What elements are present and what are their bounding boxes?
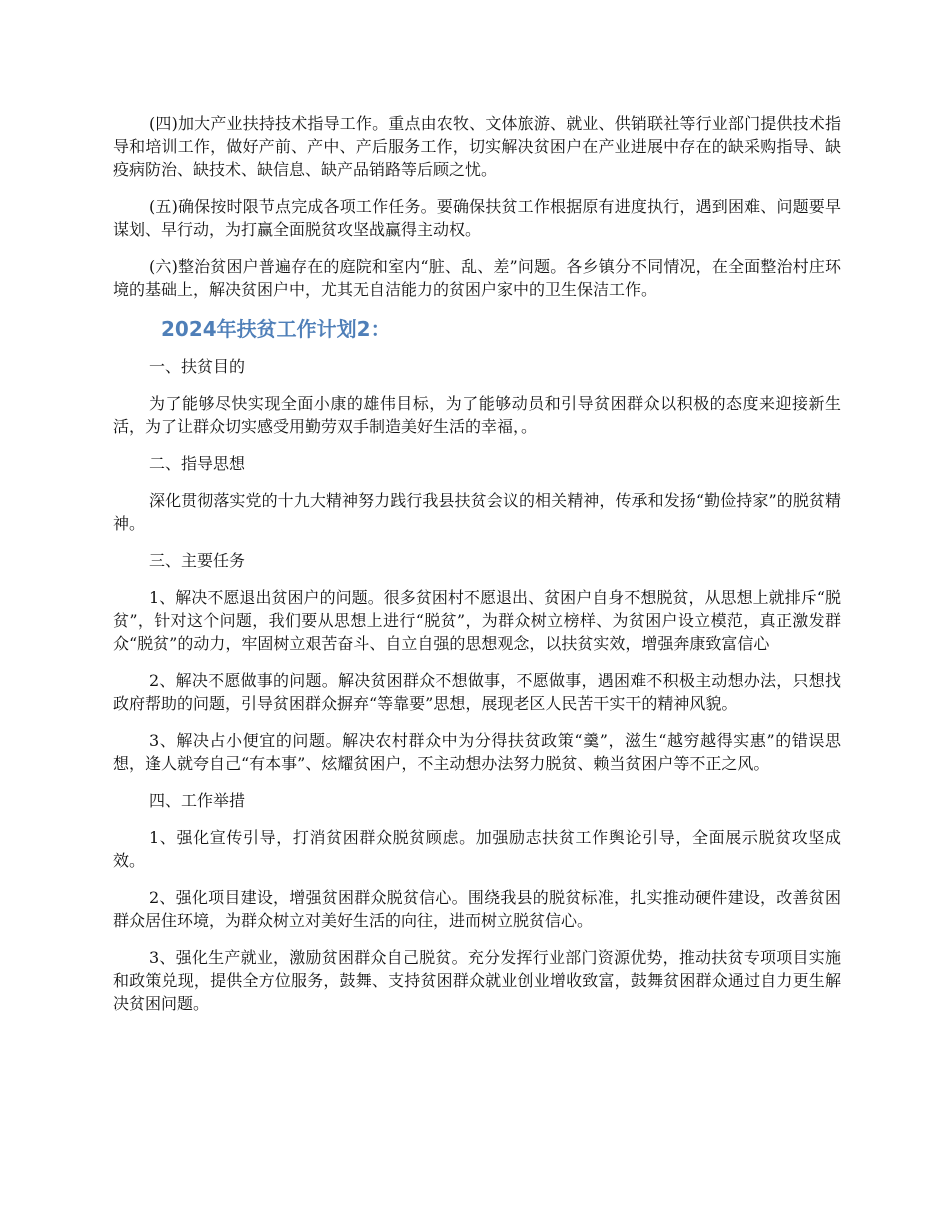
section-body-purpose: 为了能够尽快实现全面小康的雄伟目标，为了能够动员和引导贫困群众以积极的态度来迎接新生活，为了让群众切实感受用勤劳双手制造美好生活的幸福，。 (113, 394, 841, 436)
task-item-3: 3、解决占小便宜的问题。解决农村群众中为分得扶贫政策“羹”，滋生“越穷越得实惠”的错误思想，逢人就夸自己“有本事”、炫耀贫困户，不主动想办法努力脱贫、赖当贫困户等不正之风。 (113, 731, 841, 773)
paragraph-5: (五)确保按时限节点完成各项工作任务。要确保扶贫工作根据原有进度执行，遇到困难、问题要早谋划、早行动，为打赢全面脱贫攻坚战赢得主动权。 (113, 197, 841, 239)
measure-item-1: 1、强化宣传引导，打消贫困群众脱贫顾虑。加强励志扶贫工作舆论引导，全面展示脱贫攻坚成效。 (113, 828, 841, 870)
section-title-purpose: 一、扶贫目的 (149, 357, 246, 376)
measure-item-3: 3、强化生产就业，激励贫困群众自己脱贫。充分发挥行业部门资源优势，推动扶贫专项项目实施和政策兑现，提供全方位服务，鼓舞、支持贫困群众就业创业增收致富，鼓舞贫困群众通过自力更生解决贫困问题。 (113, 948, 841, 1013)
section-title-measures: 四、工作举措 (149, 791, 246, 810)
paragraph-6: (六)整治贫困户普遍存在的庭院和室内“脏、乱、差”问题。各乡镇分不同情况，在全面整治村庄环境的基础上，解决贫困户中，尤其无自洁能力的贫困户家中的卫生保洁工作。 (113, 257, 841, 299)
measure-item-2: 2、强化项目建设，增强贫困群众脱贫信心。围绕我县的脱贫标准，扎实推动硬件建设，改善贫困群众居住环境，为群众树立对美好生活的向往，进而树立脱贫信心。 (113, 888, 841, 930)
task-item-2: 2、解决不愿做事的问题。解决贫困群众不想做事，不愿做事，遇困难不积极主动想办法，只想找政府帮助的问题，引导贫困群众摒弃“等靠要”思想，展现老区人民苦干实干的精神风貌。 (113, 671, 841, 713)
section-body-guiding: 深化贯彻落实党的十九大精神努力践行我县扶贫会议的相关精神，传承和发扬“勤俭持家”的脱贫精神。 (113, 491, 841, 533)
plan-heading: 2024年扶贫工作计划2： (161, 317, 391, 341)
task-item-1: 1、解决不愿退出贫困户的问题。很多贫困村不愿退出、贫困户自身不想脱贫，从思想上就排斥“脱贫”，针对这个问题，我们要从思想上进行“脱贫”，为群众树立榜样、为贫困户设立模范，真正激发群众“脱贫”的动力，牢固树立艰苦奋斗、自立自强的思想观念，以扶贫实效，增强奔康致富信心 (113, 588, 841, 653)
document-page (113, 112, 841, 1029)
section-title-tasks: 三、主要任务 (149, 551, 246, 570)
paragraph-4: (四)加大产业扶持技术指导工作。重点由农牧、文体旅游、就业、供销联社等行业部门提供技术指导和培训工作，做好产前、产中、产后服务工作，切实解决贫困户在产业进展中存在的缺采购指导、缺疫病防治、缺技术、缺信息、缺产品销路等后顾之忧。 (113, 114, 841, 179)
section-title-guiding: 二、指导思想 (149, 454, 246, 473)
